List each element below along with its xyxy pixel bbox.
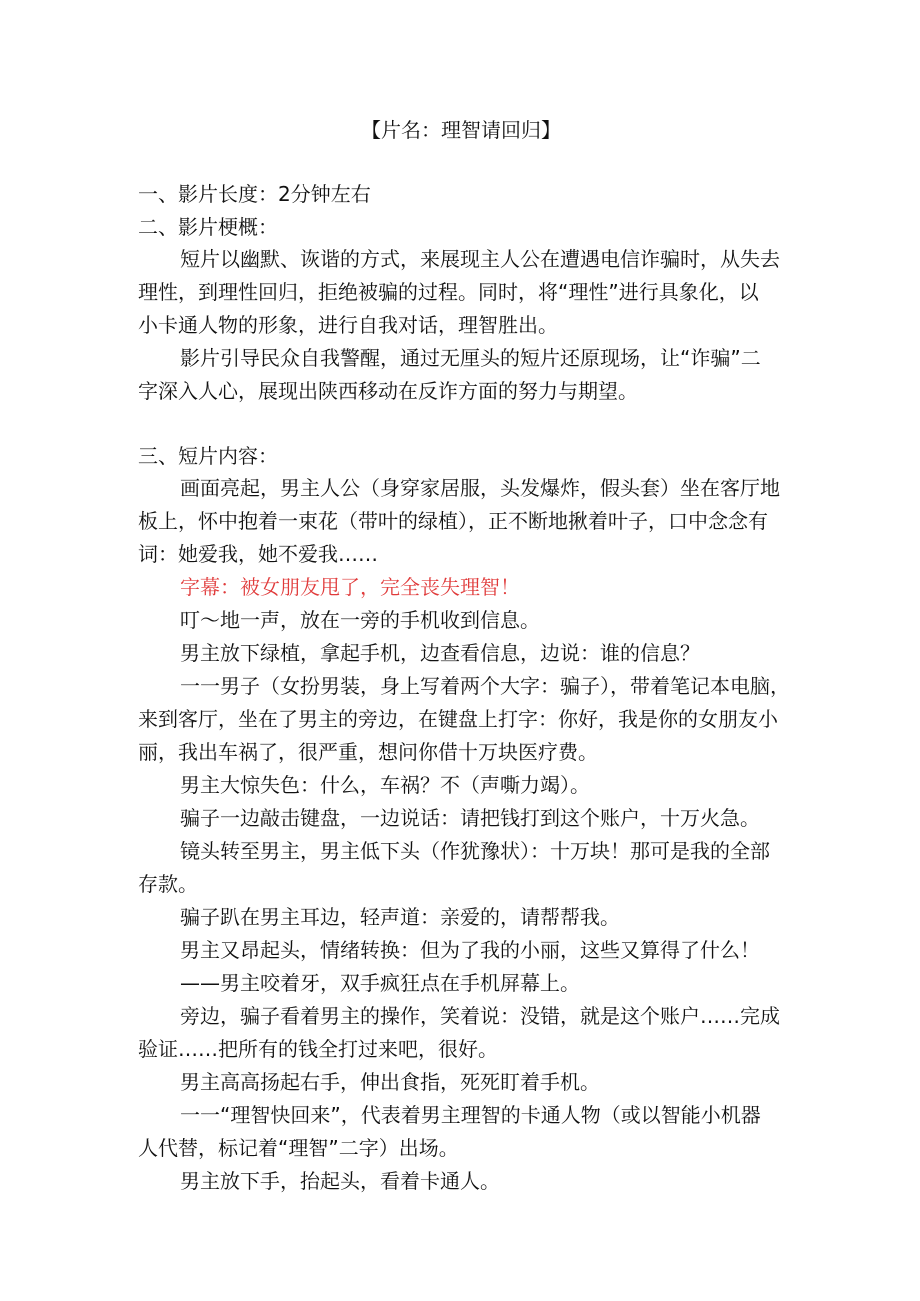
content-line: 人代替，标记着“理智”二字）出场。 — [138, 1136, 459, 1160]
content-line: 旁边，骗子看着男主的操作，笑着说：没错，就是这个账户……完成 — [180, 1004, 780, 1028]
section-length: 一、影片长度：2分钟左右 — [138, 182, 371, 206]
content-line: 存款。 — [138, 872, 198, 896]
synopsis-line: 字深入人心，展现出陕西移动在反诈方面的努力与期望。 — [138, 379, 638, 403]
synopsis-line: 短片以幽默、诙谐的方式，来展现主人公在遭遇电信诈骗时，从失去 — [180, 247, 780, 271]
content-line: 男主放下手，抬起头，看着卡通人。 — [180, 1169, 500, 1193]
content-line: 叮～地一声，放在一旁的手机收到信息。 — [180, 608, 540, 632]
content-line: 词：她爱我，她不爱我…… — [138, 542, 378, 566]
synopsis-line: 小卡通人物的形象，进行自我对话，理智胜出。 — [138, 313, 558, 337]
content-line: 男主大惊失色：什么，车祸？不（声嘶力竭）。 — [180, 773, 590, 797]
content-line: 男主又昂起头，情绪转换：但为了我的小丽，这些又算得了什么！ — [180, 938, 760, 962]
section-content-heading: 三、短片内容： — [138, 444, 278, 468]
content-line: ——男主咬着牙，双手疯狂点在手机屏幕上。 — [180, 971, 580, 995]
content-line: 镜头转至男主，男主低下头（作犹豫状）：十万块！那可是我的全部 — [180, 839, 770, 863]
content-line: 一一“理智快回来”，代表着男主理智的卡通人物（或以智能小机器 — [180, 1103, 761, 1127]
content-line: 画面亮起，男主人公（身穿家居服，头发爆炸，假头套）坐在客厅地 — [180, 476, 780, 500]
content-line: 板上，怀中抱着一束花（带叶的绿植），正不断地揪着叶子，口中念念有 — [138, 509, 768, 533]
section-synopsis-heading: 二、影片梗概： — [138, 215, 278, 239]
synopsis-line: 影片引导民众自我警醒，通过无厘头的短片还原现场，让“诈骗”二 — [180, 346, 761, 370]
content-line: 验证……把所有的钱全打过来吧，很好。 — [138, 1037, 498, 1061]
content-line: 男主放下绿植，拿起手机，边查看信息，边说：谁的信息？ — [180, 641, 700, 665]
content-line: 丽，我出车祸了，很严重，想问你借十万块医疗费。 — [138, 740, 598, 764]
content-line: 来到客厅，坐在了男主的旁边，在键盘上打字：你好，我是你的女朋友小 — [138, 707, 778, 731]
synopsis-line: 理性，到理性回归，拒绝被骗的过程。同时，将“理性”进行具象化，以 — [138, 280, 759, 304]
subtitle-caption: 字幕：被女朋友甩了，完全丧失理智！ — [180, 575, 520, 599]
film-title: 【片名：理智请回归】 — [361, 118, 561, 142]
content-line: 骗子趴在男主耳边，轻声道：亲爱的，请帮帮我。 — [180, 905, 620, 929]
content-line: 一一男子（女扮男装，身上写着两个大字：骗子），带着笔记本电脑， — [180, 674, 790, 698]
content-line: 男主高高扬起右手，伸出食指，死死盯着手机。 — [180, 1070, 600, 1094]
content-line: 骗子一边敲击键盘，一边说话：请把钱打到这个账户，十万火急。 — [180, 806, 760, 830]
